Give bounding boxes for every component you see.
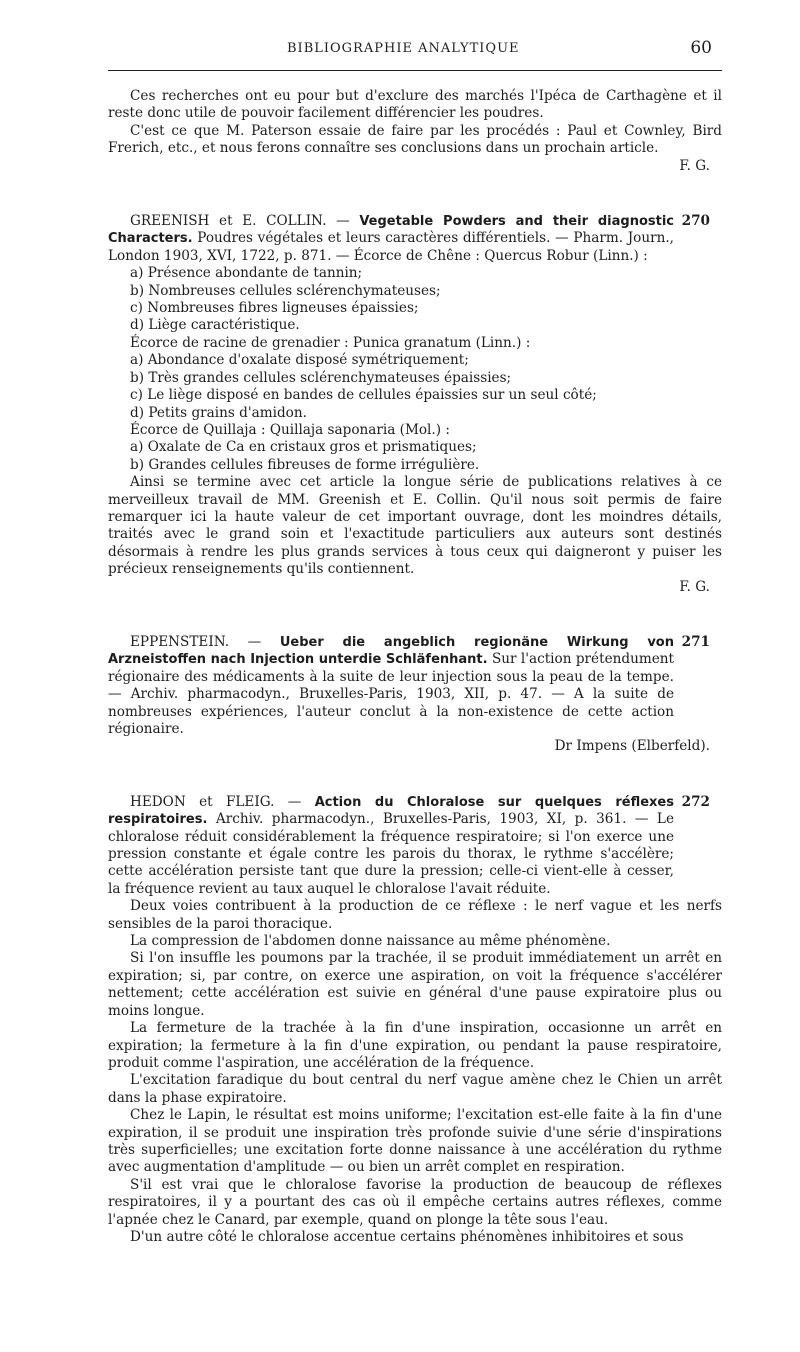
list-item: c) Le liège disposé en bandes de cellules épaissies sur un seul côté; bbox=[130, 387, 597, 404]
subheading: Écorce de Quillaja : Quillaja saponaria (Mol.) : bbox=[130, 421, 450, 438]
page-header bbox=[108, 38, 722, 60]
list-item: b) Très grandes cellules sclérenchymateuses épaissies; bbox=[130, 369, 512, 386]
paragraph: Deux voies contribuent à la production de ce réflexe : le nerf vague et les nerfs sensibles de la paroi thoracique. bbox=[108, 898, 722, 932]
header-rule bbox=[108, 70, 722, 71]
entry-272 bbox=[108, 794, 722, 1247]
entry-authors: HEDON et FLEIG. — bbox=[130, 793, 302, 810]
entry-heading bbox=[108, 794, 722, 898]
entry-text: Poudres végétales et leurs caractères différentiels. — Pharm. Journ., London 1903, XVI, 1722, p. 871. — Écorce de Chêne : Quercus Robur (Linn.) : bbox=[108, 230, 674, 264]
running-title: BIBLIOGRAPHIE ANALYTIQUE bbox=[287, 41, 520, 56]
entry-title: Ueber die angeblich regionäne Wirkung von Arzneistoffen nach Injection unterdie Schläfenhant. bbox=[108, 634, 674, 668]
entry-title: Action du Chloralose sur quelques réflexes respiratoires. bbox=[108, 794, 674, 828]
entry-authors: EPPENSTEIN. — bbox=[130, 633, 262, 650]
reference-number: 271 bbox=[681, 633, 710, 650]
entry-title: Vegetable Powders and their diagnostic Characters. bbox=[108, 214, 674, 247]
entry-authors: GREENISH et E. COLLIN. — bbox=[130, 213, 350, 230]
subheading: Écorce de racine de grenadier : Punica granatum (Linn.) : bbox=[130, 334, 531, 351]
paragraph: Ainsi se termine avec cet article la longue série de publications relatives à ce merveilleux travail de MM. Greenish et E. Collin. Qu'il nous soit permis de faire remarquer ici la haute valeur de cet important ouvrage, dont les moindres détails, traités avec le grand soin et l'exactitude particuliers aux auteurs sont destinés désormais à rendre les plus grands services à tous ceux qui daigneront y puiser les précieux renseignements qu'ils contiennent. bbox=[108, 474, 722, 578]
list-item: b) Grandes cellules fibreuses de forme irrégulière. bbox=[130, 456, 480, 473]
list-item: d) Liège caractéristique. bbox=[130, 317, 300, 334]
list-item: d) Petits grains d'amidon. bbox=[130, 404, 307, 421]
paragraph: D'un autre côté le chloralose accentue certains phénomènes inhibitoires et sous bbox=[130, 1228, 684, 1245]
paragraph: La fermeture de la trachée à la fin d'une inspiration, occasionne un arrêt en expiration; la fermeture à la fin d'une expiration, ou pendant la pause respiratoire, produit comme l'aspiration, une accélération de la fréquence. bbox=[108, 1020, 722, 1071]
entry-heading bbox=[108, 634, 722, 738]
paragraph: Chez le Lapin, le résultat est moins uniforme; l'excitation est-elle faite à la fin d'une expiration, il se produit une inspiration très profonde suivie d'une série d'inspirations très superficielles; une excitation forte donne naissance à une accélération du rythme avec augmentation d'amplitude — ou bien un arrêt complet en respiration. bbox=[108, 1107, 722, 1176]
signature: Dr Impens (Elberfeld). bbox=[554, 738, 710, 755]
paragraph: Ces recherches ont eu pour but d'exclure des marchés l'Ipéca de Carthagène et il reste donc utile de pouvoir facilement différencier les poudres. bbox=[108, 88, 722, 122]
entry-text: Sur l'action prétendument régionaire des médicaments à la suite de leur injection sous la peau de la tempe. — Archiv. pharmacodyn., Bruxelles-Paris, 1903, XII, p. 47. — A la suite de nombreuses expériences, l'auteur conclut à la non-existence de cette action régionaire. bbox=[108, 651, 674, 737]
page-content bbox=[108, 88, 722, 1246]
list-item: a) Oxalate de Ca en cristaux gros et prismatiques; bbox=[130, 439, 477, 456]
list-item: a) Présence abondante de tannin; bbox=[130, 265, 363, 282]
entry-271 bbox=[108, 634, 722, 756]
reference-number: 270 bbox=[681, 213, 710, 230]
paragraph: C'est ce que M. Paterson essaie de faire par les procédés : Paul et Cownley, Bird Frerich, etc., et nous ferons connaître ses conclusions dans un prochain article. bbox=[108, 122, 722, 157]
paragraph: Si l'on insuffle les poumons par la trachée, il se produit immédiatement un arrêt en expiration; si, par contre, on exerce une aspiration, on voit la fréquence s'accélérer nettement; cette accélération est suivie en général d'une pause expiratoire plus ou moins longue. bbox=[108, 950, 722, 1019]
paragraph: La compression de l'abdomen donne naissance au même phénomène. bbox=[130, 933, 611, 950]
entry-text: Archiv. pharmacodyn., Bruxelles-Paris, 1903, XI, p. 361. — Le chloralose réduit considérablement la fréquence respiratoire; si l'on exerce une pression constante et égale contre les parois du thorax, le rythme s'accélère; cette accélération persiste tant que dure la pression; celle-ci vient-elle à cesser, la fréquence revient au taux auquel le chloralose l'avait réduite. bbox=[108, 811, 675, 897]
list-item: b) Nombreuses cellules sclérenchymateuses; bbox=[130, 282, 441, 299]
reference-number: 272 bbox=[681, 793, 710, 810]
page-number: 60 bbox=[690, 38, 712, 58]
paragraph: L'excitation faradique du bout central du nerf vague amène chez le Chien un arrêt dans la phase expiratoire. bbox=[108, 1072, 722, 1106]
paragraph: S'il est vrai que le chloralose favorise la production de beaucoup de réflexes respiratoires, il y a pourtant des cas où il empêche certains autres réflexes, comme l'apnée chez le Canard, par exemple, quand on plonge la tête sous l'eau. bbox=[108, 1176, 722, 1228]
entry-heading bbox=[108, 213, 722, 265]
list-item: a) Abondance d'oxalate disposé symétriquement; bbox=[130, 352, 469, 369]
list-item: c) Nombreuses fibres ligneuses épaissies; bbox=[130, 300, 419, 317]
prev-article-continuation bbox=[108, 88, 722, 175]
entry-270 bbox=[108, 213, 722, 596]
signature: F. G. bbox=[679, 157, 710, 174]
signature: F. G. bbox=[679, 578, 710, 595]
